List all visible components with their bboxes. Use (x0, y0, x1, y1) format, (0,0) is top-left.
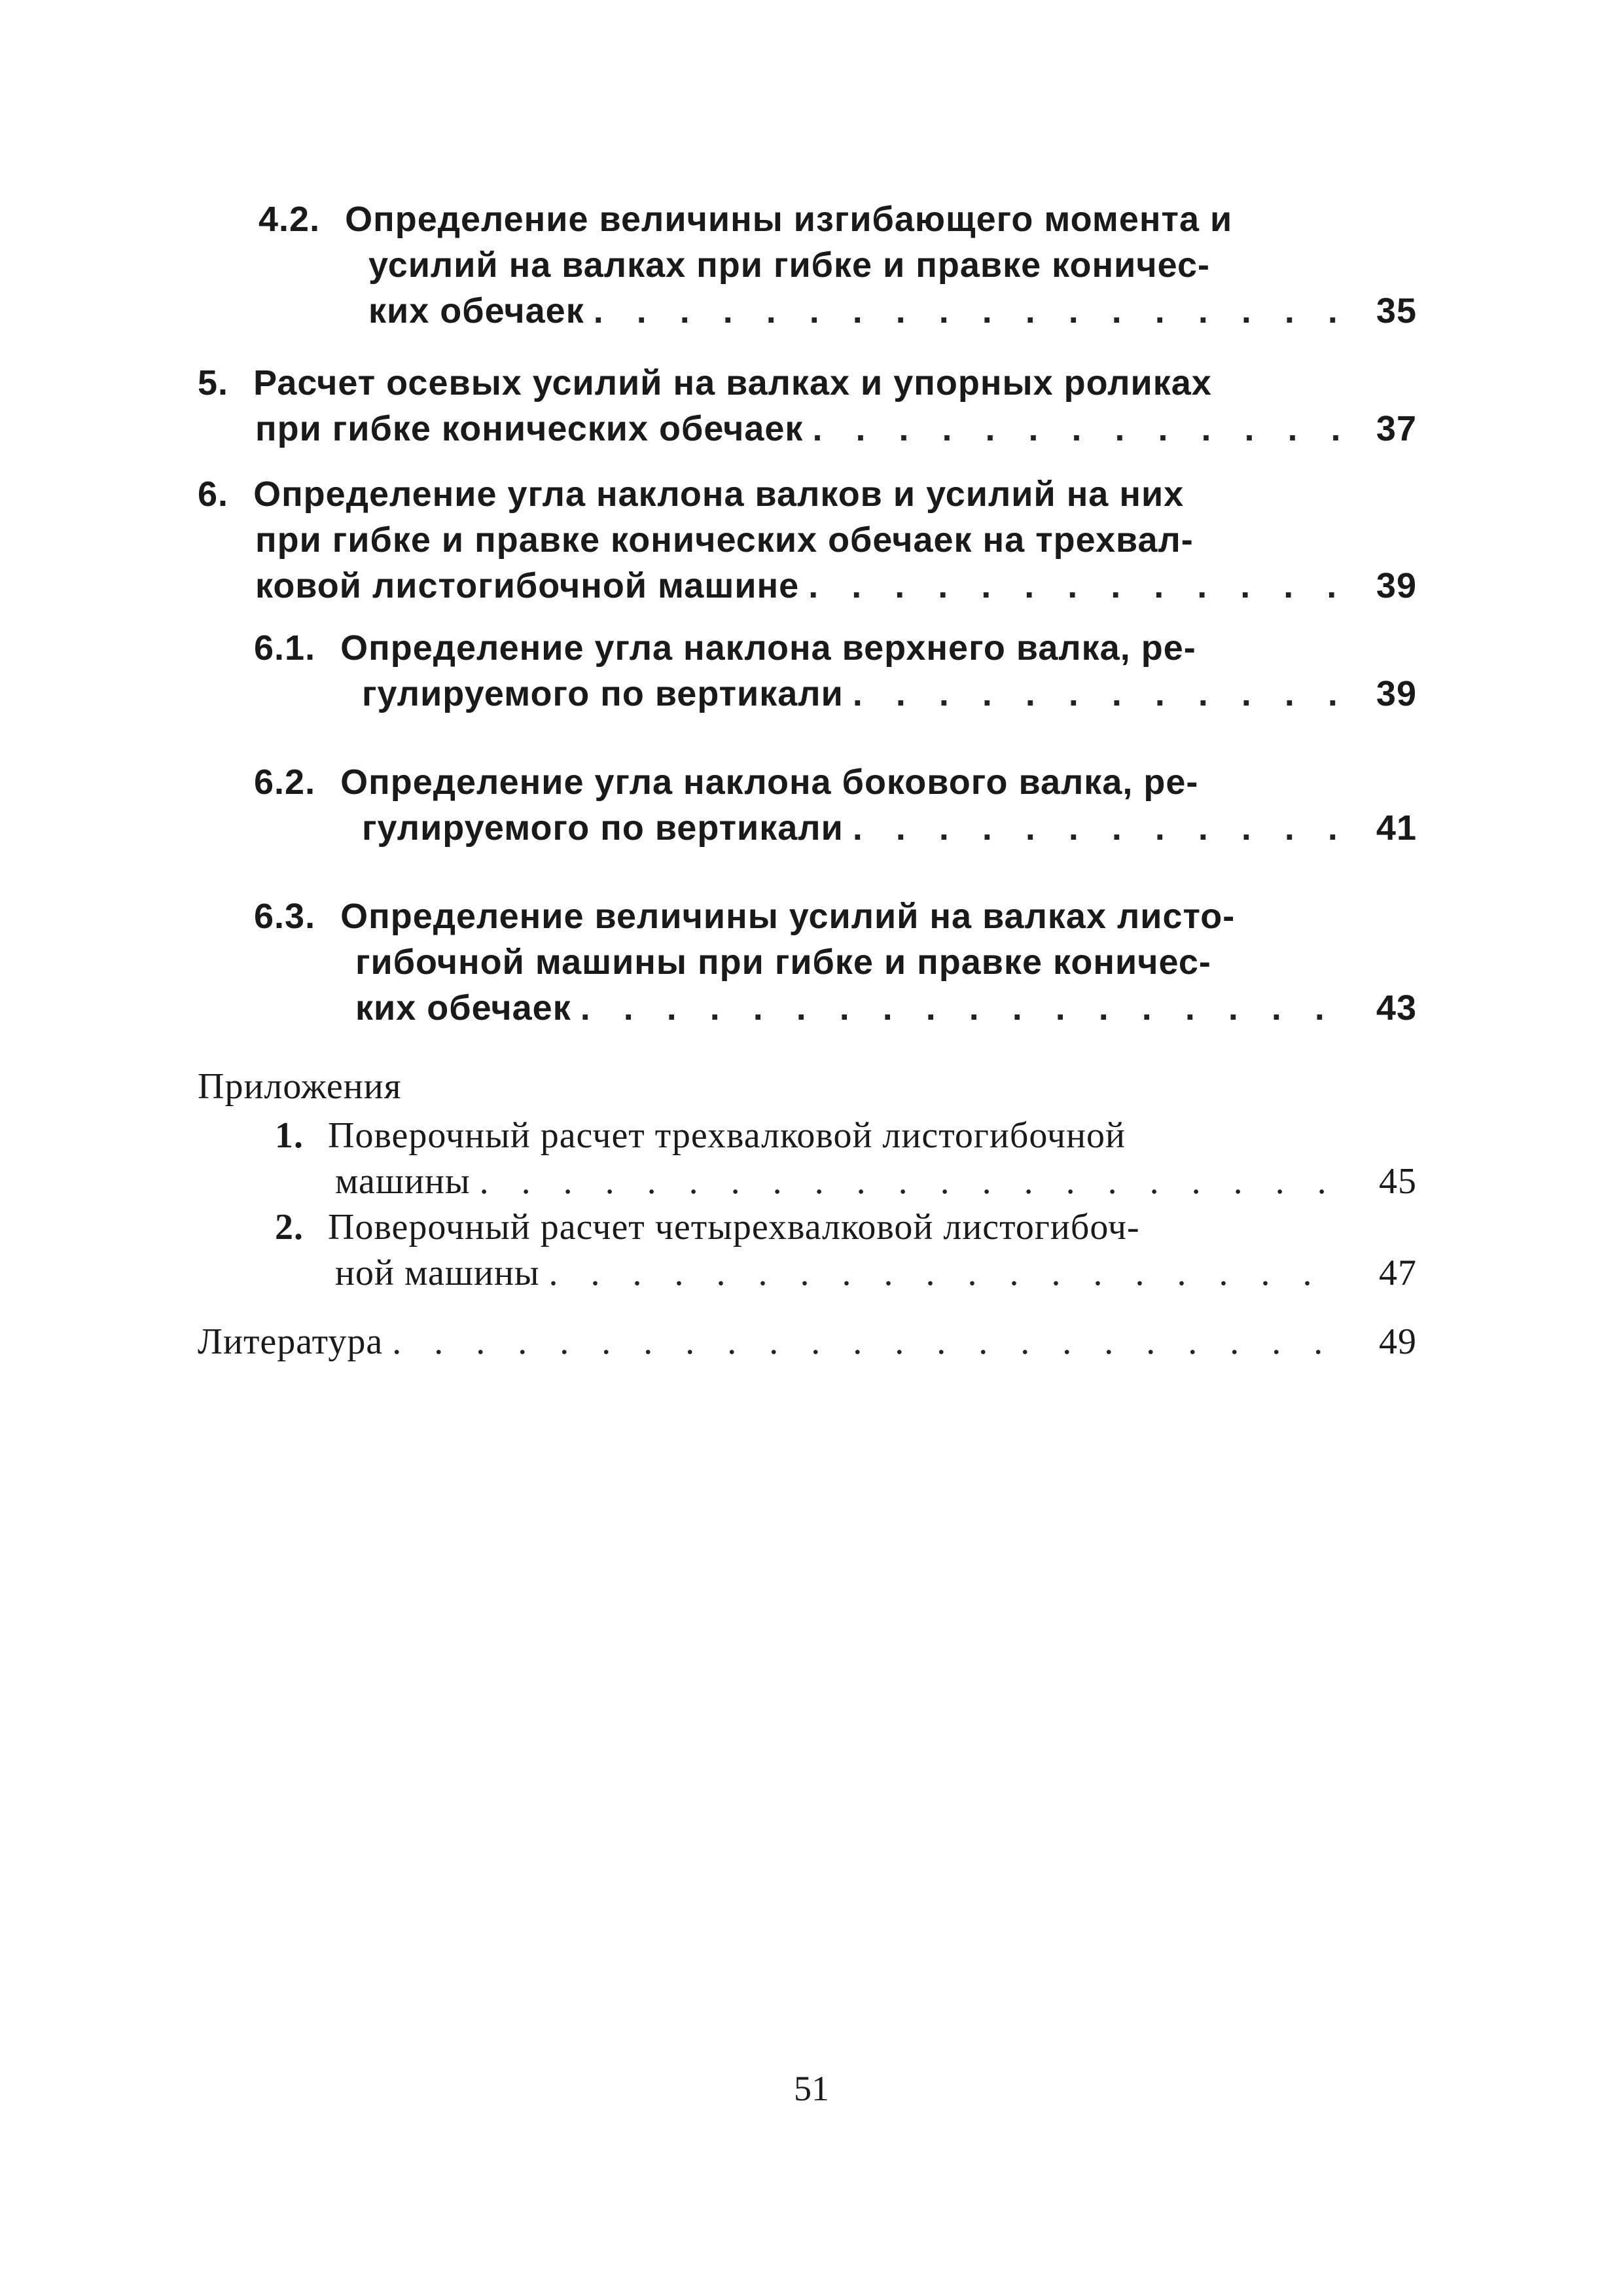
toc-page-number: 39 (1376, 566, 1417, 605)
toc-entry-line (254, 939, 1417, 985)
dot-leader (594, 288, 1342, 334)
toc-entry-line (198, 360, 1417, 406)
toc-entry-number: 6. (198, 475, 229, 514)
toc-entry-line (275, 1113, 1417, 1158)
toc-page-number: 37 (1376, 409, 1417, 448)
toc-entry-number: 5. (198, 363, 229, 403)
toc-entry-text: Определение угла наклона верхнего валка, ре- (340, 628, 1196, 668)
toc-entry-number: 6.1. (254, 628, 316, 668)
toc-entry-line (259, 242, 1417, 288)
toc-entry-number: 2. (275, 1207, 304, 1247)
appendix-heading: Приложения (198, 1066, 402, 1107)
toc-entry-text: ких обечаек (355, 988, 571, 1028)
toc-entry-6 (198, 471, 1417, 609)
toc-entry-line (254, 759, 1417, 805)
toc-entry-text: Литература (198, 1321, 383, 1362)
toc-entry-number: 6.2. (254, 762, 316, 802)
toc-entry-6-2 (254, 759, 1417, 851)
toc-appendix-1 (275, 1113, 1417, 1204)
toc-entry-lastline (275, 1250, 1417, 1296)
toc-page-number: 41 (1376, 808, 1417, 848)
toc-entry-text: Расчет осевых усилий на валках и упорных роликах (253, 363, 1212, 403)
toc-entry-text: машины (335, 1161, 471, 1202)
toc-entry-lastline (198, 563, 1417, 609)
toc-entry-text: Определение угла наклона бокового валка, ре- (340, 762, 1199, 802)
toc-entry-text: ких обечаек (368, 291, 584, 331)
toc-entry-5 (198, 360, 1417, 452)
toc-entry-text: при гибке конических обечаек (255, 409, 804, 448)
toc-entry-lastline (275, 1158, 1417, 1204)
toc-entry-text: ной машины (335, 1253, 540, 1293)
toc-entry-text: гибочной машины при гибке и правке коничес- (355, 942, 1211, 982)
toc-entry-number: 6.3. (254, 897, 316, 936)
toc-entry-text: Определение угла наклона валков и усилий на них (253, 475, 1185, 514)
toc-entry-4-2 (259, 196, 1417, 334)
toc-entry-lastline (198, 1319, 1417, 1365)
toc-entry-text: усилий на валках при гибке и правке коничес- (368, 245, 1210, 285)
toc-entry-number: 4.2. (259, 200, 321, 239)
dot-leader (392, 1319, 1342, 1365)
dot-leader (580, 985, 1342, 1031)
toc-entry-lastline (198, 406, 1417, 452)
toc-entry-6-1 (254, 625, 1417, 717)
toc-entry-lastline (259, 288, 1417, 334)
toc-entry-text: Поверочный расчет четырехвалковой листогибоч- (328, 1207, 1140, 1247)
dot-leader (549, 1250, 1342, 1296)
toc-page-number: 39 (1376, 674, 1417, 713)
toc-entry-text: Определение величины изгибающего момента и (345, 200, 1233, 239)
toc-entry-lastline (254, 805, 1417, 851)
toc-page-number: 43 (1376, 988, 1417, 1028)
dot-leader (480, 1158, 1342, 1204)
toc-entry-line (198, 517, 1417, 563)
toc-entry-line (254, 893, 1417, 939)
toc-entry-text: Поверочный расчет трехвалковой листогибочной (328, 1115, 1126, 1156)
toc-page-number: 35 (1376, 291, 1417, 331)
toc-entry-number: 1. (275, 1115, 304, 1156)
toc-page-number: 47 (1379, 1253, 1417, 1293)
toc-entry-text: ковой листогибочной машине (255, 566, 800, 605)
page-number: 51 (794, 2069, 829, 2108)
toc-entry-text: гулируемого по вертикали (362, 808, 844, 848)
dot-leader (808, 563, 1342, 609)
toc-entry-text: Определение величины усилий на валках листо- (340, 897, 1236, 936)
dot-leader (853, 805, 1342, 851)
toc-entry-text: при гибке и правке конических обечаек на трехвал- (255, 520, 1194, 560)
toc-page-number: 49 (1379, 1321, 1417, 1362)
toc-page-number: 45 (1379, 1161, 1417, 1202)
toc-entry-6-3 (254, 893, 1417, 1031)
toc-entry-line (275, 1204, 1417, 1250)
toc-entry-line (259, 196, 1417, 242)
dot-leader (812, 406, 1342, 452)
toc-appendix-2 (275, 1204, 1417, 1296)
toc-entry-line (254, 625, 1417, 671)
toc-entry-lastline (254, 671, 1417, 717)
toc-entry-line (198, 471, 1417, 517)
dot-leader (853, 671, 1342, 717)
toc-entry-text: гулируемого по вертикали (362, 674, 844, 713)
toc-literature (198, 1319, 1417, 1365)
toc-entry-lastline (254, 985, 1417, 1031)
